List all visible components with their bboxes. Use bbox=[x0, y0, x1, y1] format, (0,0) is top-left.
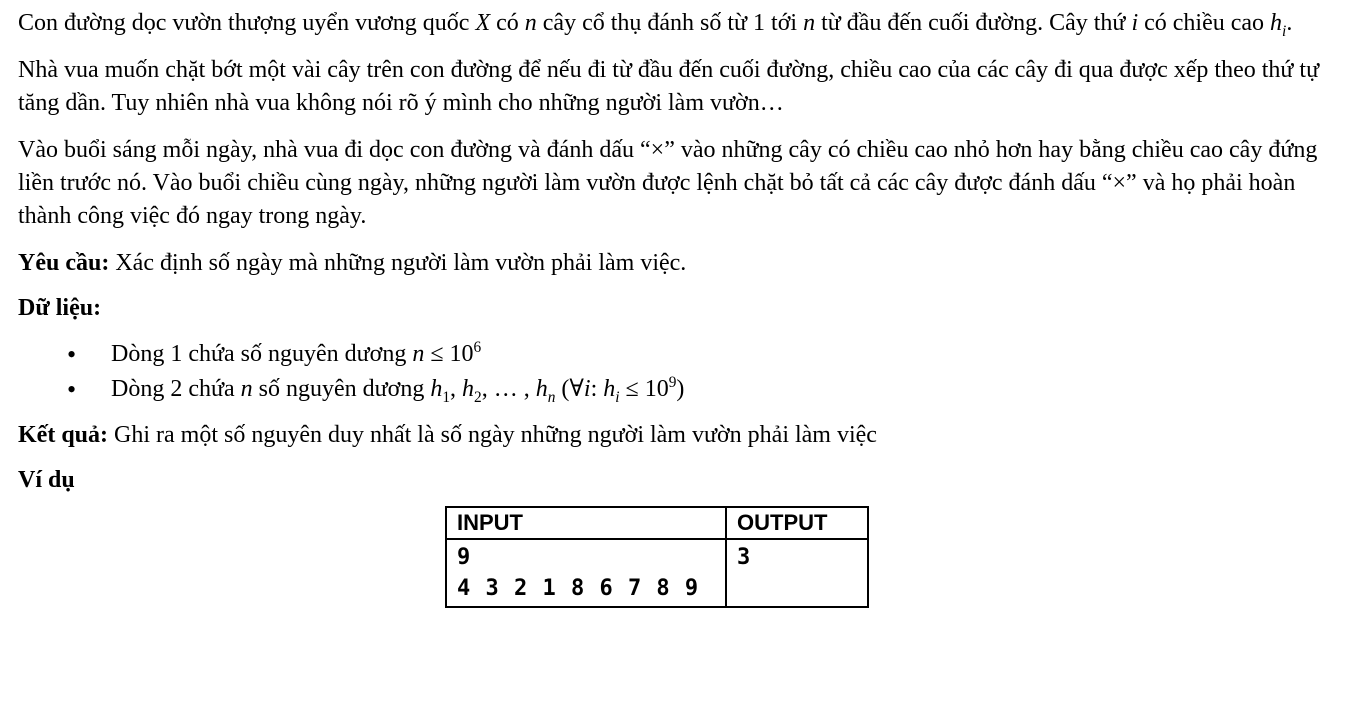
output-column-header: OUTPUT bbox=[726, 507, 868, 539]
paragraph-king-intent bbox=[18, 54, 1330, 120]
subscript-2: 2 bbox=[474, 388, 482, 406]
variable-i: i bbox=[583, 376, 591, 402]
text-segment: . bbox=[1286, 10, 1293, 36]
text-segment: ≤ 10 bbox=[424, 341, 474, 367]
variable-n: n bbox=[803, 10, 816, 36]
requirement-text: Xác định số ngày mà những người làm vườn phải làm việc. bbox=[109, 250, 687, 276]
paragraph-marking-rule bbox=[18, 134, 1330, 233]
input-spec-label: Dữ liệu: bbox=[18, 295, 102, 321]
example-heading bbox=[18, 464, 1330, 497]
list-item-line2 bbox=[18, 372, 1330, 407]
text-segment: có chiều cao bbox=[1138, 10, 1271, 36]
variable-h: h bbox=[603, 376, 616, 402]
text-segment: có bbox=[490, 10, 525, 36]
requirement-label: Yêu cầu: bbox=[18, 250, 110, 276]
paragraph-intro bbox=[18, 7, 1330, 40]
variable-n: n bbox=[240, 376, 253, 402]
output-line-answer: 3 bbox=[737, 545, 752, 570]
text-segment: : bbox=[590, 376, 604, 402]
text-segment: ≤ 10 bbox=[619, 376, 669, 402]
variable-h: h bbox=[462, 376, 475, 402]
text-segment: từ đầu đến cuối đường. Cây thứ bbox=[815, 10, 1132, 36]
variable-h: h bbox=[535, 376, 548, 402]
list-item-line1 bbox=[18, 337, 1330, 372]
output-spec-line bbox=[18, 419, 1330, 452]
text-segment: Dòng 2 chứa bbox=[111, 376, 241, 402]
subscript-1: 1 bbox=[442, 388, 451, 406]
superscript-9: 9 bbox=[668, 374, 677, 391]
input-cell bbox=[446, 539, 726, 607]
table-header-row bbox=[446, 507, 868, 539]
text-segment: Con đường dọc vườn thượng uyển vương quốc bbox=[18, 10, 476, 36]
variable-n: n bbox=[412, 341, 425, 367]
text-segment: (∀ bbox=[555, 376, 584, 402]
requirement-line bbox=[18, 247, 1330, 280]
variable-i: i bbox=[1131, 10, 1139, 36]
text-segment: cây cổ thụ đánh số từ 1 tới bbox=[536, 10, 804, 36]
output-spec-label: Kết quả: bbox=[18, 422, 108, 448]
input-line-heights: 4 3 2 1 8 6 7 8 9 bbox=[457, 576, 700, 601]
subscript-i: i bbox=[615, 388, 620, 406]
variable-h: h bbox=[430, 376, 443, 402]
table-data-row bbox=[446, 539, 868, 607]
subscript-i: i bbox=[1282, 22, 1287, 40]
input-column-header: INPUT bbox=[446, 507, 726, 539]
text-segment: Nhà vua muốn chặt bớt một vài cây trên con đường để nếu đi từ đầu đến cuối đường, chiều cao của các cây đi qua được xếp theo thứ tự tăng dần. Tuy nhiên nhà vua không nói rõ ý mình cho những người làm vườn… bbox=[18, 57, 1320, 116]
example-label: Ví dụ bbox=[18, 467, 75, 493]
text-segment: , … , bbox=[481, 376, 536, 402]
text-segment: số nguyên dương bbox=[252, 376, 431, 402]
input-spec-list bbox=[18, 337, 1330, 407]
input-spec-heading bbox=[18, 292, 1330, 325]
text-segment: ) bbox=[676, 376, 685, 402]
superscript-6: 6 bbox=[473, 339, 482, 356]
variable-h: h bbox=[1270, 10, 1283, 36]
output-cell bbox=[726, 539, 868, 607]
variable-x: X bbox=[475, 10, 491, 36]
example-table bbox=[445, 506, 869, 608]
text-segment: Vào buổi sáng mỗi ngày, nhà vua đi dọc con đường và đánh dấu “×” vào những cây có chiều cao nhỏ hơn hay bằng chiều cao cây đứng liền trước nó. Vào buổi chiều cùng ngày, những người làm vườn được lệnh chặt bỏ tất cả các cây được đánh dấu “×” và họ phải hoàn thành công việc đó ngay trong ngày. bbox=[18, 137, 1318, 229]
subscript-n: n bbox=[547, 388, 556, 406]
input-line-n: 9 bbox=[457, 545, 472, 570]
output-spec-text: Ghi ra một số nguyên duy nhất là số ngày những người làm vườn phải làm việc bbox=[108, 422, 877, 448]
text-segment: Dòng 1 chứa số nguyên dương bbox=[111, 341, 413, 367]
variable-n: n bbox=[524, 10, 537, 36]
text-segment: , bbox=[450, 376, 463, 402]
